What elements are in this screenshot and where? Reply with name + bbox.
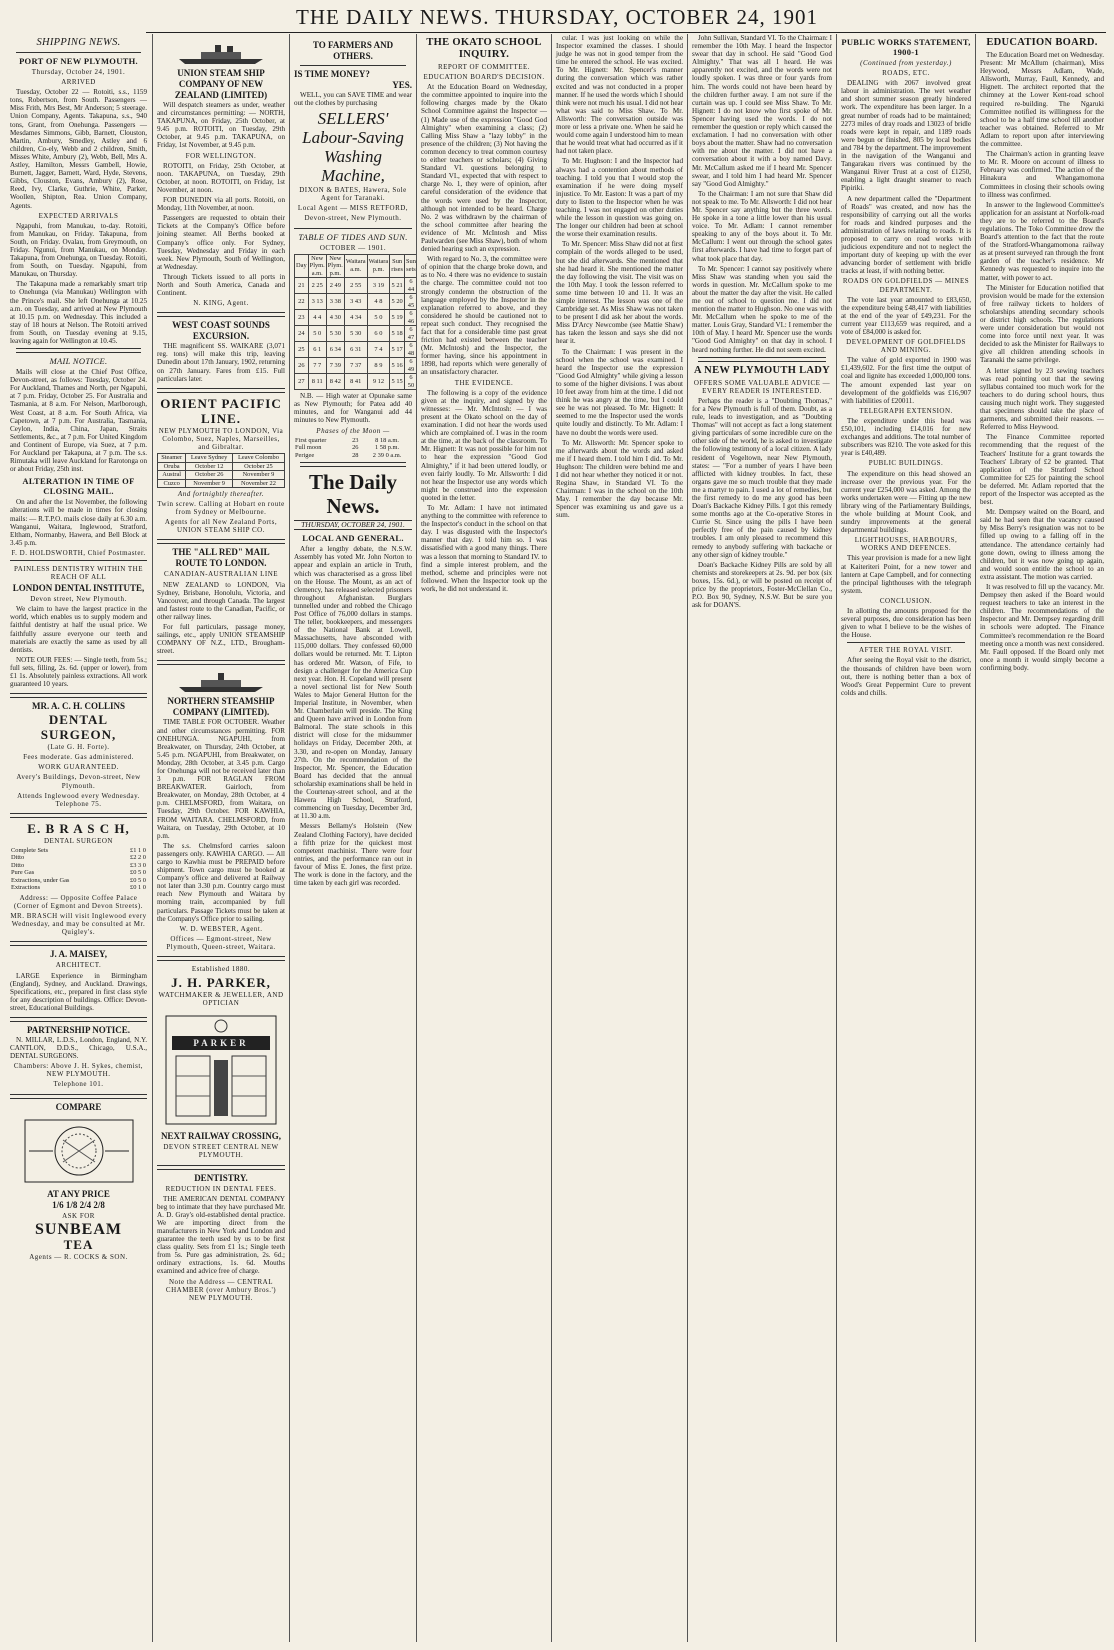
column-8 xyxy=(975,34,1108,1642)
tide-row-cell: 5 18 xyxy=(390,326,405,342)
orient-row-cell: November 9 xyxy=(232,471,284,480)
tide-header-row-cell: Waitara p.m. xyxy=(367,254,390,278)
divider xyxy=(300,462,406,467)
price-row xyxy=(10,862,147,870)
prices-heading: AT ANY PRICE xyxy=(47,1188,110,1199)
works-text-6: The expenditure on this head showed an increase over the previous year. For the current year £254,000 was asked. Among the works undertaken were — Fitting up the new library wing of the Parliamentary Buildings, the whole building at Mount Cook, and sundry improvements at the general departmental buildings. xyxy=(841,469,971,535)
allred-heading: THE "ALL RED" MAIL ROUTE TO LONDON. xyxy=(172,547,270,569)
orient-header-row xyxy=(158,454,285,463)
union-steamship-ad xyxy=(157,37,285,313)
farmers-heading: TO FARMERS AND OTHERS. xyxy=(312,40,394,61)
moon-row-cell: Perigee xyxy=(295,451,315,459)
price-row-cell: Extractions xyxy=(11,884,41,892)
price-row xyxy=(10,854,147,862)
tide-header-row-cell: Waitara a.m. xyxy=(344,254,367,278)
divider xyxy=(300,65,406,66)
divider xyxy=(847,642,965,643)
local-text: After a lengthy debate, the N.S.W. Assembly has voted Mr. John Norton to appear and explain an article in Truth, which was characterised as a gross libel on the House. The Mount, as an act of clemency, has released selected prisoners throughout Afghanistan. Burglars tunnelled under and robbed the Chicago Post Office of 76,000 dollars in stamps. The teller, bookkeepers, and messengers of the National Bank at Lowell, Massachusetts, have absconded with 115,000 dollars. They confessed 60,000 dollars would be returned. Mr. T. Lipton has ordered Mr. Watson, of Fife, to design a challenger for the America Cup next year. Hon. H. Copeland will present a novel sectional list for New South Wales to Major General Hutton for the Imperial Institute, in November, when Mr. Chamberlain will preside. The King and Queen have arrived in London from Balmoral. The state schools in this district will close for the midsummer holidays on Friday, December 20th, at 3.30, and re-open on Monday, January 27th. On the recommendation of the Inspector, Mr. Spencer, the Education Board has decided that the annual scholarship examinations shall be held in the Courtenay-street school, and at the Hawera High School, Stratford, commencing on Tuesday, December 3rd, at 11.30 a.m. xyxy=(294,545,412,821)
price-row-cell: Ditto xyxy=(11,861,25,869)
tickets-text: Through Tickets issued to all ports in North and South America, Canada and Continent. xyxy=(157,272,285,298)
price-row xyxy=(10,877,147,885)
orient-table xyxy=(157,453,285,488)
price-row-cell: Complete Sets xyxy=(11,846,49,854)
tide-row-cell: 4 8 xyxy=(367,294,390,310)
tide-row-cell: 2 25 xyxy=(308,278,326,294)
tide-row-cell: 2 49 xyxy=(326,278,344,294)
collins-late: (Late G. H. Forte). xyxy=(47,743,110,752)
inquiry-text-2: With regard to No. 3, the committee were of opinion that the charge broke down, and as to No. 4 there was no evidence to sustain the charge. The committee could not too strongly condemn the obstruction of the language employed by the Inspector in the explanation referred to above, and they considered he should be cautioned not to repeat such conduct. They recognised the fact that for a considerable time past great friction had existed between the teacher (Mr. McIntosh) and the Inspector, the former having, since his appointment in 1898, had reports which were generally of an unsatisfactory character. xyxy=(421,255,547,377)
partnership-text: N. MILLAR, L.D.S., London, England, N.Y. CANTLON, D.D.S., Chicago, U.S.A., DENTAL SURGEONS. xyxy=(10,1035,147,1061)
collins-work: WORK GUARANTEED. xyxy=(38,763,119,772)
inquiry-cont-1: cular. I was just looking on while the Inspector examined the classes. I should judge he was not in good temper from the time he entered the school. He was excited. To Mr. Hignett: Mr. Spencer's manner during the conversation which was rather excited and was not conducted in a proper manner. If he used the words which I should think were not much his usual. I did not hear what was said to Miss Shaw. To Mr. Allsworth: The conversation outside was more or less a private one. When he said he would come again I understood him to mean that he would treat what had occurred as if it had not taken place. xyxy=(556,34,683,156)
lady-ad-footer: Doan's Backache Kidney Pills are sold by all chemists and storekeepers at 2s. 9d. per box (six boxes, 15s. 6d.), or will be posted on receipt of price by the proprietors, Foster-McClellan Co., P.O. Box 90, Sydney, N.S.W. But be sure you ask for DOAN'S. xyxy=(692,560,832,610)
tide-row-cell: 27 xyxy=(295,374,309,390)
tide-header-row-cell: Sun rises xyxy=(390,254,405,278)
tide-row-cell: 23 xyxy=(295,310,309,326)
masthead: THE DAILY NEWS. THURSDAY, OCTOBER 24, 1901 xyxy=(296,5,818,29)
local-agent: Local Agent — MISS RETFORD, xyxy=(297,204,409,213)
tide-row-cell: 6 34 xyxy=(326,342,344,358)
westcoast-heading: WEST COAST SOUNDS EXCURSION. xyxy=(172,320,270,342)
works-text-5: The expenditure under this head was £50,101, including £14,016 for new exchanges and additions. The total number of subscribers was 8210. The vote asked for this year is £40,489. xyxy=(841,416,971,458)
moon-row xyxy=(294,437,412,445)
partnership-chambers: Chambers: Above J. H. Sykes, chemist, NEW PLYMOUTH. xyxy=(13,1062,144,1079)
canadian-heading: CANADIAN-AUSTRALIAN LINE xyxy=(163,570,279,579)
report-heading: REPORT OF COMMITTEE. xyxy=(437,63,531,71)
telegraph-heading: TELEGRAPH EXTENSION. xyxy=(859,406,953,415)
westcoast-ad xyxy=(157,316,285,388)
alteration-heading: ALTERATION IN TIME OF CLOSING MAIL. xyxy=(22,476,135,497)
moon-heading: Phases of the Moon — xyxy=(316,426,390,435)
board-text-3: In answer to the Inglewood Committee's application for an assistant at Norfolk-road they are to be referred to the Board's regulations. The Toko Committee drew the Board's attention to the fact that the route of the Stratford-Whangamomona railway as at present surveyed ran through the front garden of the teacher's residence. Mr Kennedy was requested to inquire into the matter, with power to act. xyxy=(980,200,1104,282)
inquiry-cont-2: To Mr. Hughson: I and the Inspector had always had a contention about methods of teaching. I told you that I would stop the examination if he were doing myself injustice. To Mr. Easton: It was a part of my duty to listen to the Inspector when he was teaching. I was not engaged on other duties while the lesson in question was going on. The longer our children had been at school the worse their examination results. xyxy=(556,157,683,239)
orient-row-cell: October 25 xyxy=(232,462,284,471)
tide-row-cell: 5 15 xyxy=(390,374,405,390)
tide-row-cell: 3 19 xyxy=(367,278,390,294)
arrived-text: Tuesday, October 22 — Rotoiti, s.s., 1159 tons, Robertson, from South. Passengers — Miss Frith, Mrs Best, Mr Anderson; 5 steerage. Union Company, Agents. Takapuna, s.s., 940 tons, Grant, from Onehunga. Passengers — Mesdames Simmons, Gibb, Barnett, Clouston, Martin, Ambury, Smedley, Astley and 6 children, Co-ely, Webb and 2 children, Smith, Misses White, Ambury (2), Webb, Bell, Mrs A. Astley, Hamilton, Messrs Gambell, Howie, Burnett, Jagger, Barnett, Ward, Hyde, Stevens, Gibbs, Clouston, Evans, Ambury (2), Rose, Reed, Ivy, Clarke, Guthrie, White, Parker, Woollen, Shipton, Rea. Union Company, Agents. xyxy=(10,88,147,210)
price-row-cell: £1 1 0 xyxy=(130,846,146,854)
tide-row-cell: 6 31 xyxy=(344,342,367,358)
moon-row-cell: 28 xyxy=(352,451,359,459)
reduction-heading: REDUCTION IN DENTAL FEES. xyxy=(165,1184,277,1193)
partnership-heading: PARTNERSHIP NOTICE. xyxy=(26,1024,131,1035)
collins-address: Avery's Buildings, Devon-street, New Plymouth. xyxy=(16,773,141,790)
tides-month: OCTOBER — 1901. xyxy=(319,243,387,252)
tide-row-cell: 6 44 xyxy=(405,278,417,294)
devon-address: Devon-street, New Plymouth. xyxy=(304,214,402,223)
tide-header-row-cell: Day xyxy=(295,254,309,278)
board-text-1: The Education Board met on Wednesday. Present: Mr McAllum (chairman), Miss Heywood, Messrs Adlam, Wade, Allsworth, Murray, Faull, Kennedy, and Hignett. The architect reported that the chimney at the Lower Kent-road school required re-building. The Ngaruki Committee notified its willingness for the school to be a half time school till another teacher was obtained. Referred to Mr Adlam to report upon after interviewing the committee. xyxy=(980,51,1104,149)
compare-heading: COMPARE xyxy=(55,1101,102,1112)
painless-heading: PAINLESS DENTISTRY WITHIN THE REACH OF ALL xyxy=(13,564,144,582)
orient-row-cell: Cuzco xyxy=(158,479,186,488)
parker-ad xyxy=(157,960,285,1165)
sunbeam-brand: SUNBEAM xyxy=(34,1220,122,1238)
price-row-cell: Extractions, under Gas xyxy=(11,876,70,884)
tide-header-row-cell: New Plym. p.m. xyxy=(327,254,343,277)
tea-packet-illustration xyxy=(19,1116,139,1186)
local-text-2: Messrs Bellamy's Holstein (New Zealand Clothing Factory), have decided a fifth prize for the quickest most competent machinist. There were four entries, and the performance ran out in favour of Miss E. Jones, the first prize. The work is done in the factory, and the time taken by each girl was recorded. xyxy=(294,822,412,888)
tea-word: TEA xyxy=(63,1236,94,1252)
steamship-icon xyxy=(171,43,271,65)
tide-row-cell: 2 55 xyxy=(344,278,367,294)
works-text-2: A new department called the "Department of Roads" was created, and now has the responsibility of carrying out all the works for roads and kindred purposes and the administration of laws relating to roads. It is proposed to carry on road works with judicious expenditure and not to neglect the important duty of keeping up with the ever advancing border of settlement with bridle tracks at least, if with nothing better. xyxy=(841,194,971,276)
column-5 xyxy=(551,34,687,1642)
union-heading: UNION STEAM SHIP COMPANY OF NEW ZEALAND (LIMITED) xyxy=(174,68,268,100)
tide-row-cell: 7 4 xyxy=(367,342,390,358)
board-heading: EDUCATION BOARD. xyxy=(986,37,1098,48)
takapuna-text: The Takapuna made a remarkably smart trip to Onehunga (via Manukau) Wellington with the Prince's mail. She left Onehunga at 10.25 a.m. on Tuesday, and arrived at New Plymouth at 10.15 p.m. on Wednesday. This included a stay of 18 hours at Nelson. The Rotoiti arrived from South, on Tuesday evening at 9.15, leaving again for Wellington at 10.45. xyxy=(10,280,147,345)
tide-row-cell: 5 30 xyxy=(326,326,344,342)
shipping-heading: SHIPPING NEWS. xyxy=(36,37,121,48)
maisey-ad xyxy=(10,945,147,1018)
price-row-cell: Ditto xyxy=(11,854,25,862)
newspaper-page xyxy=(6,34,1108,1642)
wellington-heading: FOR WELLINGTON. xyxy=(185,151,257,160)
price-row-cell: £0 5 0 xyxy=(130,869,146,877)
save-text: WELL, you can SAVE TIME and wear out the clothes by purchasing xyxy=(294,91,412,108)
tide-row xyxy=(295,278,417,294)
parker-name: J. H. PARKER, xyxy=(171,975,271,991)
tide-row xyxy=(295,374,417,390)
inquiry-cont-5: To Mr. Allsworth: Mr. Spencer spoke to me afterwards about the words and asked me if I heard them. I told him I did. To Mr. Hughson: The children were behind me and I did not hear whether they noticed it or not. Regina Shaw, in Standard VI. To the Chairman: I was in the school on the 10th May. I remember the day because Mr. Spencer was examining us and gave us a sum. xyxy=(556,438,683,520)
board-text-7: Mr. Dempsey waited on the Board, and said he had seen that the vacancy caused by Miss Berry's resignation was not to be filled up owing to a falling off in the attendance. The attendance certainly had gone down, owing to illness among the children, but it was now going up again, and would soon entitle the school to an extra assistant. The motion was carried. xyxy=(980,508,1104,581)
orient-ad xyxy=(157,392,285,541)
lady-ad-sub: OFFERS SOME VALUABLE ADVICE — EVERY READER IS INTERESTED. xyxy=(693,378,831,395)
tide-row xyxy=(295,310,417,326)
alteration-text: On and after the 1st November, the following alterations will be made in times for closing mails: — R.T.P.O. mails close daily at 6.30 a.m. Wanganui, Waitara, Inglewood, Stratford, Eltham, Normanby, Hawera, and Bell Block at 3.45 p.m. xyxy=(10,498,147,547)
board-text-5: A letter signed by 23 sewing teachers was read pointing out that the sewing syllabus contained too much work for the teachers to do during school hours, thus causing much night work. They suggested that specimens should take the place of garments, and submitted their reasons. — Referred to Miss Heywood. xyxy=(980,366,1104,432)
tides-note: N.B. — High water at Opunake same as New Plymouth; for Patea add 40 minutes, and for Wanganui add 44 minutes to New Plymouth. xyxy=(294,392,412,425)
tide-row-cell: 4 4 xyxy=(308,310,326,326)
moon-row-cell: 23 xyxy=(352,436,359,444)
column-6 xyxy=(687,34,836,1642)
london-dental-name: LONDON DENTAL INSTITUTE, xyxy=(12,583,145,594)
column-3 xyxy=(289,34,416,1642)
works-text-4: The value of gold exported in 1900 was £1,439,602. For the first time the output of coal and lignite has exceeded 1,000,000 tons. The amount expended last year on development of the goldfields was £16,907 with liabilities of £20011. xyxy=(841,356,971,405)
wellington-text: ROTOITI, on Friday, 25th October, at noon. TAKAPUNA, on Tuesday, 29th October, at noon. ROTOITI, on Friday, 1st November, at noon. xyxy=(157,161,285,194)
price-row-cell: £0 1 0 xyxy=(130,884,146,892)
moon-row xyxy=(294,444,412,452)
tide-row-cell: 26 xyxy=(295,358,309,374)
buildings-heading: PUBLIC BUILDINGS. xyxy=(868,459,944,468)
paper-nameplate: The Daily News. xyxy=(308,470,398,519)
canadian-more: For full particulars, passage money, sailings, etc., apply UNION STEAMSHIP COMPANY OF N.Z., LTD., Brougham-street. xyxy=(157,623,285,656)
tide-row-cell: 8 41 xyxy=(344,374,367,390)
collins-inglewood: Attends Inglewood every Wednesday. Telephone 75. xyxy=(17,791,140,808)
postmaster-signature: F. D. HOLDSWORTH, Chief Postmaster. xyxy=(11,548,146,557)
moon-row-cell: Full moon xyxy=(295,444,322,452)
tide-row-cell: 9 12 xyxy=(367,374,390,390)
tide-row-cell: 5 0 xyxy=(308,326,326,342)
price-row xyxy=(10,884,147,892)
brasch-branch: MR. BRASCH will visit Inglewood every Wednesday, and may be consulted at Mr. Quigley's. xyxy=(10,912,147,937)
orient-heading: ORIENT PACIFIC LINE. xyxy=(160,395,282,426)
orient-row-cell: November 22 xyxy=(232,479,284,488)
local-heading: LOCAL AND GENERAL. xyxy=(302,533,404,544)
orient-row-cell: Austral xyxy=(158,471,186,480)
london-dental-address: Devon street, New Plymouth. xyxy=(30,595,127,604)
tide-row-cell: 24 xyxy=(295,326,309,342)
moon-row-cell: First quarter xyxy=(295,436,327,444)
tide-row-cell: 8 11 xyxy=(308,374,326,390)
tide-row-cell: 5 19 xyxy=(390,310,405,326)
parker-shop-illustration xyxy=(162,1010,280,1128)
works-text-3: The vote last year amounted to £83,650, the expenditure being £48,417 with liabilities at the end of the year of £49,231. For the current year £113,659 was required, and a vote of £84,000 is asked for. xyxy=(841,295,971,336)
inquiry-cont-4: To the Chairman: I was present in the school when the school was examined. I heard the Inspector use the expression "Good God Almighty" while giving a lesson to some of the higher divisions. I was about 10 feet away from him at the time. I did not think he was angry at the time, but I could see he was not pleased. To Mr. Hignett: It seemed to me the Inspector used the words quite loudly and distinctly. To Mr. Adlam: I have no doubt the words were used. xyxy=(556,347,683,437)
partnership-telephone: Telephone 101. xyxy=(53,1080,104,1089)
moon-row-cell: 8 18 a.m. xyxy=(375,436,399,444)
canadian-line-ad xyxy=(157,543,285,661)
sellers-heading: SELLERS' Labour-Saving xyxy=(302,109,404,148)
tide-row-cell: 7 39 xyxy=(326,358,344,374)
goldfields-heading: ROADS ON GOLDFIELDS — MINES DEPARTMENT. xyxy=(842,277,970,294)
westcoast-text: THE magnificent SS. WAIKARE (3,071 reg. tons) will make this trip, leaving Dunedin about 17th January, 1902, returning on 27th January. Fares from £15. Full particulars later. xyxy=(157,342,285,383)
parker-trade: WATCHMAKER & JEWELLER, AND OPTICIAN xyxy=(158,991,284,1008)
collins-ad xyxy=(10,697,147,814)
expected-text: Ngapuhi, from Manukau, to-day. Rotoiti, from Manukau, on Friday. Takapuna, from South, on Friday. Ovalau, from Greymouth, on Friday. Ngunui, from Manukau, on Monday. Takapuna, from Onehunga, on Tuesday. Rotoiti, from South, on Tuesday. Ngapuhi, from Manukau, on Thursday. xyxy=(10,221,147,279)
london-dental-text: We claim to have the largest practice in the world, which enables us to supply modern and faithful dentistry at half the usual price. We faithfully assure everyone our teeth and materials are exactly the same as used by all dentists. xyxy=(10,605,147,654)
price-row-cell: Pure Gas xyxy=(11,869,35,877)
column-2 xyxy=(152,34,289,1642)
tide-row-cell: 6 49 xyxy=(405,358,417,374)
railway-heading: NEXT RAILWAY CROSSING, xyxy=(160,1131,282,1142)
evidence-cont-3: To Mr. Spencer: I cannot say positively where Miss Shaw was standing when you said the words in question. Mr. McCallum spoke to me about the matter the day after the visit. He called me out of school to question me. I did not mention the matter to Hughson. No one was with Mr. McCallum when he spoke to me of the matter. Louis Gray, Standard VI.: I remember the 10th of May. I heard Mr. Spencer use the words "Good God Almighty" on that day in school. I heard nothing further. He did not seem excited. xyxy=(692,264,832,354)
partnership-ad xyxy=(10,1021,147,1095)
tide-row-cell: 6 45 xyxy=(405,294,417,310)
tide-row-cell: 4 34 xyxy=(344,310,367,326)
tide-row-cell: 8 9 xyxy=(367,358,390,374)
dunedin-text: FOR DUNEDIN via all ports. Rotoiti, on Monday, 11th November, at noon. xyxy=(157,196,285,213)
works-heading: PUBLIC WORKS STATEMENT, 1900-1 xyxy=(841,37,971,57)
inquiry-text-1: At the Education Board on Wednesday, the committee appointed to inquire into the following charges made by the Okato School Committee against the Inspector — (1) Made use of the expression "Good God Almighty" when examining a class; (2) Calling Miss Shaw a "lazy lobby" in the presence of the children; (3) Not having the common decency to treat common courtesy to either teachers or scholars; (4) Giving Standard VI. questions belonging to Standard VI., expected that with respect to charge No. 1, they were of opinion, after careful consideration of the evidence that the words were used by the Inspector, although not intended to be heard. Charge No. 2 was withdrawn by the chairman of the school committee after hearing the evidence of Mr. McIntosh and Miss Paulwarden (see Miss Shaw), both of whom denied hearing such an expression. xyxy=(421,83,547,254)
tide-row xyxy=(295,326,417,342)
tide-header-row xyxy=(295,254,417,278)
tide-row-cell: 5 0 xyxy=(367,310,390,326)
orient-header-row-cell: Leave Sydney xyxy=(186,454,233,463)
tide-row-cell: 3 38 xyxy=(326,294,344,310)
lady-ad-text: Perhaps the reader is a "Doubting Thomas," for a New Plymouth is full of them. Doubt, as a rule, leads to investigation, and as "Doubting Thomas" will not accept as fact a long statement giving particulars of some incredible cure on the other side of the world, he is asked to investigate the following testimony of a local citizen. A lady resident of Vogeltown, near New Plymouth, states: — "For a number of years I have been afflicted with kidney troubles. In fact, these organs gave me so much trouble that they made me a martyr to pain. I used a lot of remedies, but the first remedy to do me any good has been Doan's Backache Kidney Pills. I got this remedy some months ago at the Co-operative Stores in Currie St. Since using the pills I have been perfectly free of the pain caused by kidney troubles. I am only pleased to recommend this remedy to anybody suffering with backache or any other sign of kidney trouble." xyxy=(692,396,832,559)
tide-row xyxy=(295,342,417,358)
orient-row-cell: October 26 xyxy=(186,471,233,480)
moon-row-cell: 1 58 p.m. xyxy=(374,444,400,452)
canadian-text: NEW ZEALAND to LONDON, Via Sydney, Brisbane, Honolulu, Victoria, and Vancouver, and through Canada. The largest and fastest route to the Canadian, Pacific, or other railway lines. xyxy=(157,580,285,621)
inquiry-cont-3: To Mr. Spencer: Miss Shaw did not at first complain of the words alleged to be used, but she did afterwards. She mentioned that she had heard it. She mentioned the matter the day following the visit. The visit was on the 10th May. I took the lesson referred to some time between 10 and 11. It was an simple interest. The lesson was one of the Cambridge set. As Miss Shaw was not taken to be present I did ask her about the words. Miss D'Arcy Newcombe (see Mattie Shaw) has taken the lesson and says she did not hear it. xyxy=(556,240,683,346)
orient-row xyxy=(158,479,285,488)
brasch-ad xyxy=(10,817,147,943)
tide-row-cell: 5 20 xyxy=(390,294,405,310)
london-fees-text: NOTE OUR FEES: — Single teeth, from 5s.; full sets, filling, 2s. 6d. (upper or lower), from £1 1s. Absolutely painless extractions. All work guaranteed 10 years. xyxy=(10,655,147,689)
london-dental-ad xyxy=(10,560,147,694)
brasch-name: E. B R A S C H, xyxy=(27,820,130,836)
tide-row-cell: 7 7 xyxy=(308,358,326,374)
maisey-name: J. A. MAISEY, xyxy=(50,949,107,960)
tide-row xyxy=(295,358,417,374)
column-7 xyxy=(836,34,975,1642)
money-question: IS TIME MONEY? xyxy=(294,69,370,79)
royal-visit-heading: AFTER THE ROYAL VISIT. xyxy=(859,646,953,655)
board-text-4: The Minister for Education notified that provision would be made for the extension of free railway tickets to holders of scholarships attending secondary schools or district high schools. The regulations were under consideration but would not come into force until next year. It was decided to ask the Minister for Railways to give all children attending schools in Taranaki the same privilege. xyxy=(980,283,1104,365)
tide-row-cell: 6 47 xyxy=(405,326,417,342)
arrived-heading: ARRIVED xyxy=(61,78,96,87)
tide-row-cell: 22 xyxy=(295,294,309,310)
shopfront-illustration xyxy=(162,1010,280,1128)
tide-row xyxy=(295,294,417,310)
orient-row xyxy=(158,462,285,471)
lady-ad-heading: A NEW PLYMOUTH LADY xyxy=(693,364,831,376)
price-row xyxy=(10,869,147,877)
port-heading: PORT OF NEW PLYMOUTH. xyxy=(19,56,138,66)
tide-header-row-cell: New Plym. a.m. xyxy=(309,254,325,277)
mail-heading: MAIL NOTICE. xyxy=(49,356,108,367)
divider xyxy=(16,348,141,353)
tide-row-cell: 5 16 xyxy=(390,358,405,374)
union-agent: N. KING, Agent. xyxy=(193,299,249,308)
masthead-rule xyxy=(146,32,1106,33)
brasch-price-table xyxy=(10,847,147,892)
divider xyxy=(698,357,826,362)
sunbeam-tea-ad xyxy=(10,1098,147,1266)
tide-row-cell: 6 50 xyxy=(405,374,417,390)
tide-row-cell: 3 43 xyxy=(344,294,367,310)
evidence-cont-1: John Sullivan, Standard VI. To the Chairman: I remember the 10th May. I heard the Inspector swear that day in school. He said "Good God Almighty." That was all I heard. He was apparently not excited, and the words were not loudly spoken. I was three or four yards from him. The words could not have been heard by the children further away. I am not sure if the curtain was up. I could see Miss Shaw. To Mr. Hignett: I do not know who first spoke of Mr. Spencer having used the words. I do not remember the question or reply which caused the exclamation. I had no conversation with other boys about the matter. Shaw had no conversation with me about the matter. I did not have a conversation about it with a boy named Davy. Mr. McCallum asked me if I heard Mr. Spencer swear, and I told him I had heard Mr. Spencer say "Good God Almighty." xyxy=(692,34,832,188)
conclusion-heading: CONCLUSION. xyxy=(879,596,933,605)
ask-for: ASK FOR xyxy=(62,1211,95,1220)
tide-row-cell: 5 17 xyxy=(390,342,405,358)
royal-visit-text: After seeing the Royal visit to the district, the thousands of children have been worn out, there is nothing better than a box of Wood's Great Peppermint Cure to prevent colds and chills. xyxy=(841,656,971,697)
evidence-cont-2: To the Chairman: I am not sure that Shaw did not speak to me. To Mr. Allsworth: I did not hear Mr. Spencer say anything but the three words. He spoke in a tone a little lower than his usual voice. To Mr. Adlam: I cannot remember speaking to any of the boys about it. To Mr. McCallum: I went out through the school gates first afterwards. I have had time to forget part of what took place that day. xyxy=(692,189,832,263)
orient-route: NEW PLYMOUTH TO LONDON, Via Colombo, Suez, Naples, Marseilles, and Gibraltar. xyxy=(158,426,284,451)
orient-row-cell: Oruba xyxy=(158,462,186,471)
evidence-heading: THE EVIDENCE. xyxy=(454,378,514,387)
orient-row-cell: November 9 xyxy=(186,479,233,488)
tide-row-cell: 21 xyxy=(295,278,309,294)
collins-name: MR. A. C. H. COLLINS xyxy=(31,701,125,712)
dentistry-text: THE AMERICAN DENTAL COMPANY beg to intimate that they have purchased Mr. A. D. Gray's old-established dental practice. We are importing direct from the manufacturers in New York and London and guarantee the teeth used by us to be first class quality. Sets from £1 1s.; Single teeth from 5s. Pure gas administration, 2s. 6d.; ordinary extractions, 1s. 6d. Mouths examined and advice free of charge. xyxy=(157,1194,285,1276)
moon-row-cell: 2 39 0 a.m. xyxy=(372,451,402,459)
washing-heading: Washing Machine, xyxy=(321,147,385,186)
tide-row-cell: 6 48 xyxy=(405,342,417,358)
price-row-cell: £2 2 0 xyxy=(130,854,146,862)
tide-row-cell: 4 30 xyxy=(326,310,344,326)
shipping-date: Thursday, October 24, 1901. xyxy=(31,68,126,76)
tide-row-cell: 5 30 xyxy=(344,326,367,342)
orient-agents: Agents for all New Zealand Ports, UNION STEAM SHIP CO. xyxy=(164,518,278,535)
inquiry-text-3: The following is a copy of the evidence given at the inquiry, and signed by the witnesses: — Mr. McIntosh: — I was present at the Okato school on the day of examination. I did not hear the words used which are complained of. I was in the room at the time, at the back of the classroom. To Mr. Hignett: It was not possible for him not to hear the expression "Good God Almighty," if it had been uttered loudly, or even fairly loudly. To Mr. Allsworth: I did not hear the Inspector use any words which might be construed into the expression quoted in the letter. xyxy=(421,388,547,502)
decision-heading: EDUCATION BOARD'S DECISION. xyxy=(423,73,545,82)
northern-steamship-ad xyxy=(157,664,285,957)
lighthouses-heading: LIGHTHOUSES, HARBOURS, WORKS AND DEFENCES. xyxy=(854,536,958,553)
northern-agent: W. D. WEBSTER, Agent. xyxy=(179,924,263,933)
northern-office: Offices — Egmont-street, New Plymouth, Queen-street, Waitara. xyxy=(166,934,276,951)
works-text-1: DEALING with 2067 involved great labour in administration. The wet weather and short summer season greatly hindered work. The expenditure has been larger. In a great number of roads had to be maintained; 2273 miles of dray roads and 13023 of bridle roads were kept in repair, and 1189 roads were begun or finished, 805 by local bodies and 784 by the department. The improvement in the navigation of the Wanganui and Tangarakau rivers was continued by the Wanganui River Trust at a cost of £1250, enabling a light draught steamer to reach Pipiriki. xyxy=(841,79,971,193)
northern-note: The s.s. Chelmsford carries saloon passengers only. KAWHIA CARGO. — All cargo to Kawhia must be PREPAID before shipment. Town cargo must be booked at Company's office and delivered at Railway not later than 3.30 p.m. Country cargo must reach New Plymouth and Waitara by morning train, accompanied by full particulars. Passage Tickets must be taken at the Company's Office prior to sailing. xyxy=(157,841,285,923)
washing-machine-ad xyxy=(294,37,412,229)
maisey-text: LARGE Experience in Birmingham (England), Sydney, and Auckland. Drawings, Specifications, etc., prepared in first class style for any description of buildings. Office: Devon-street, Educational Buildings. xyxy=(10,971,147,1012)
tide-header-row-cell: Sun sets xyxy=(405,254,417,278)
tides-table xyxy=(294,254,416,391)
moon-row-cell: 26 xyxy=(352,444,359,452)
price-row-cell: £3 3 0 xyxy=(130,861,146,869)
roads-heading: ROADS, ETC. xyxy=(882,69,930,78)
board-text-8: It was resolved to fill up the vacancy. Mr. Dempsey then asked if the Board would request teachers to take an interest in the children. The recommendations of the Inspector and Mr. Dempsey regarding drill in schools were adopted. The Finance Committee's recommendation re the Board meeting once a month was next considered. Mr. Faull opposed. If the Board only met once a month it would simply become a confirming body. xyxy=(980,583,1104,672)
orient-header-row-cell: Leave Colombo xyxy=(232,454,284,463)
works-text-8: In allotting the amounts proposed for the several purposes, due consideration has been given to what I believe to be the wishes of the House. xyxy=(841,607,971,640)
tide-row-cell: 6 1 xyxy=(308,342,326,358)
established: Established 1880. xyxy=(191,965,251,974)
tide-row-cell: 8 42 xyxy=(326,374,344,390)
orient-note-2: Twin screw. Calling at Hobart en route from Sydney or Melbourne. xyxy=(157,500,285,517)
dentistry-address: Note the Address — CENTRAL CHAMBER (over Ambury Bros.') NEW PLYMOUTH. xyxy=(165,1277,277,1302)
passengers-text: Passengers are requested to obtain their Tickets at the Company's Office before joining steamer. All Berths booked at Company's office only. For Sydney, Tuesday, Wednesday and Friday in each week. New Plymouth, South of Wellington, at Wednesday. xyxy=(157,214,285,271)
parker-sign: PARKER xyxy=(193,1038,249,1049)
tide-row-cell: 5 21 xyxy=(390,278,405,294)
inquiry-heading: THE OKATO SCHOOL INQUIRY. xyxy=(426,37,542,60)
divider xyxy=(16,52,141,53)
paper-date: THURSDAY, OCTOBER 24, 1901. xyxy=(294,520,412,530)
dixon-agents: DIXON & BATES, Hawera, Sole Agent for Taranaki. xyxy=(299,186,407,203)
expected-heading: EXPECTED ARRIVALS xyxy=(38,211,119,220)
collins-fees: Fees moderate. Gas administered. xyxy=(23,753,134,762)
money-answer: YES. xyxy=(392,80,412,90)
tide-row-cell: 6 0 xyxy=(367,326,390,342)
orient-header-row-cell: Steamer xyxy=(158,454,186,463)
column-4 xyxy=(416,34,551,1642)
steamship-icon xyxy=(171,671,271,693)
orient-row-cell: October 12 xyxy=(186,462,233,471)
tides-heading: TABLE OF TIDES AND SUN. xyxy=(298,231,408,242)
railway-sub: DEVON STREET CENTRAL NEW PLYMOUTH. xyxy=(163,1143,279,1160)
column-1 xyxy=(6,34,151,1642)
price-row xyxy=(10,847,147,855)
northern-heading: NORTHERN STEAMSHIP COMPANY (LIMITED). xyxy=(167,696,275,718)
orient-note: And fortnightly thereafter. xyxy=(177,490,265,498)
orient-row xyxy=(158,471,285,480)
moon-table xyxy=(294,437,412,460)
brasch-title: DENTAL SURGEON xyxy=(44,836,113,845)
price-row-cell: £0 5 0 xyxy=(130,876,146,884)
dentistry-heading: DENTISTRY. xyxy=(194,1172,248,1183)
tide-row-cell: 6 46 xyxy=(405,310,417,326)
union-text: Will despatch steamers as under, weather and circumstances permitting: — NORTH, TAKAPUNA, on Friday, 25th October, at 9.45 p.m. ROTOITI, on Tuesday, 29th October, at 9.45 p.m. TAKAPUNA, on Friday, 1st November, at 9.45 p.m. xyxy=(157,101,285,150)
dental-surgeon-heading: DENTAL SURGEON, xyxy=(40,712,117,743)
mail-text: Mails will close at the Chief Post Office, Devon-street, as follows: Tuesday, October 24. For Auckland, Thames and North, per Ngapuhi, at 7 p.m. Friday, October 25. For Australia and Tasmania, at 8 a.m. For Nelson, Marlborough, West Coast, at 8 a.m. For South Africa, via Capetown, at 7 p.m. For Australia, Tasmania, Ceylon, India, China, Japan, Straits Settlements, &c., at 7 p.m. For United Kingdom and Continent of Europe, via Suez, at 7 p.m. For Auckland per Takapuna, at 7 p.m. The s.s. Rimutaka will leave Auckland for Rarotonga on or about Friday, 25th inst. xyxy=(10,368,147,474)
tide-row-cell: 7 37 xyxy=(344,358,367,374)
board-text-6: The Finance Committee reported recommending that the request of the Teachers' Institute for a grant towards the Teachers' Library of £2 be granted. That application of the Stratford School Committee for £25 for painting the school be deferred. Mr. Adlam reported that the report of the Inspector was accepted as the best. xyxy=(980,433,1104,507)
tide-row-cell: 3 13 xyxy=(308,294,326,310)
works-text-7: This year provision is made for a new light at Kaiteriteri Point, for a new tower and lantern at Cape Campbell, and for connecting the principal lighthouses with the telegraph system. xyxy=(841,554,971,595)
moon-row xyxy=(294,452,412,460)
sunbeam-agents: Agents — R. COCKS & SON. xyxy=(29,1252,128,1261)
tide-row-cell: 25 xyxy=(295,342,309,358)
inquiry-text-4: To Mr. Adlam: I have not intimated anything to the committee with reference to the Inspector's conduct in the school on that day. I was disgusted with the Inspector's manner that day. I told him so. I was dissatisfied with a good many things. There was a lesson that morning to Standard IV. to find a simple interest problem, and the method, scheme and principles were not followed. When the Inspector took up the work, he did not understand it. xyxy=(421,503,547,593)
maisey-title: ARCHITECT. xyxy=(55,961,102,970)
dentistry-ad xyxy=(157,1169,285,1307)
tea-prices: 1/6 1/8 2/4 2/8 xyxy=(52,1199,105,1210)
board-text-2: The Chairman's action in granting leave to Mr. R. Moore on account of illness to February was confirmed. The action of the Hinakura and Whangamomona Committees in closing their schools owing to illness was confirmed. xyxy=(980,150,1104,199)
development-heading: DEVELOPMENT OF GOLDFIELDS AND MINING. xyxy=(846,338,966,355)
northern-text: TIME TABLE FOR OCTOBER. Weather and other circumstances permitting. FOR ONEHUNGA. NGAPUHI, from Breakwater, on Thursday, 24th October, at 5.45 p.m. NGAPUHI, from Breakwater, on Monday, 28th October, at 3.45 p.m. Cargo for Onehunga will not be received later than 3 p.m. FOR RAGLAN FROM BREAKWATER. Gairloch, from Breakwater, on Monday, 28th October, at 4 p.m. CHELMSFORD, from Waitara, on Tuesday, 29th October. FOR KAWHIA, FROM WAITARA. CHELMSFORD, from Waitara, on Tuesday, 29th October, at 10 p.m. xyxy=(157,718,285,840)
continued-note: (Continued from yesterday.) xyxy=(860,59,952,67)
brasch-address: Address: — Opposite Coffee Palace (Corner of Egmont and Devon Streets). xyxy=(14,893,143,911)
